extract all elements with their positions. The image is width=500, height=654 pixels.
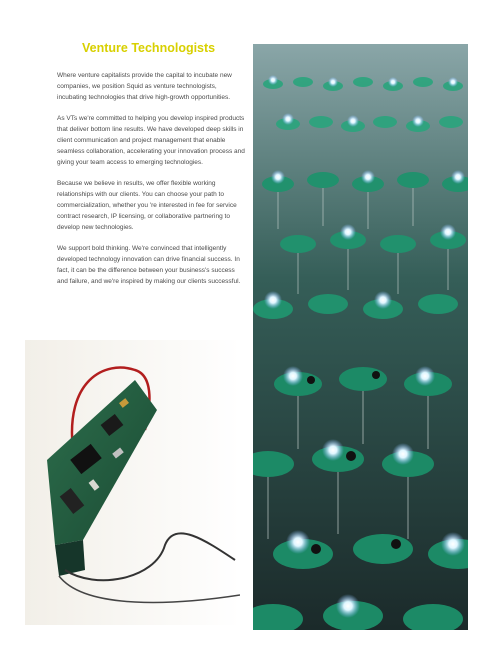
body-copy — [57, 70, 247, 297]
page-heading: Venture Technologists — [82, 41, 216, 55]
paragraph: Where venture capitalists provide the capital to incubate new companies, we position Squid as venture technologists, incubating technologies that drive high-growth opportunities. — [57, 72, 232, 101]
paragraph: As VTs we're committed to helping you develop inspired products that deliver bottom line results. We have developed deep skills in client communication and project management that enable seamless collaboration, accelerating your innovation process and giving your team access to emerging technologies. — [57, 115, 245, 166]
paragraph: Because we believe in results, we offer flexible working relationships with our clients. You can choose your path to commercialization, whether you 're interested in fee for service contract research, IP licensing, or collaborative partnering to develop new technologies. — [57, 180, 237, 231]
circuit-board-photo — [25, 340, 240, 625]
paragraph: We support bold thinking. We're convinced that intelligently developed technology innovation can drive financial success. In fact, it can be the difference between your business's success and failure, and we're inspired by making our clients successful. — [57, 245, 241, 285]
led-array-photo — [253, 44, 468, 630]
